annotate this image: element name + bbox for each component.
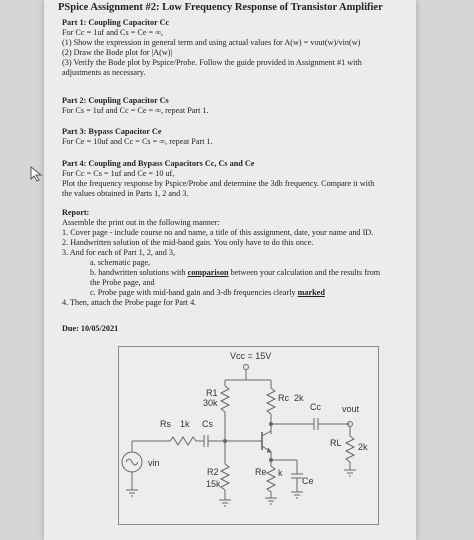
report-line-text: between your calculation and the results from: [228, 268, 381, 277]
amplifier-schematic: [118, 346, 380, 526]
part4-section: [62, 159, 412, 199]
report-line-text: b. handwritten solutions with: [90, 268, 188, 277]
part4-line: Plot the frequency response by Pspice/Probe and determine the 3db frequency. Compare it with: [62, 179, 375, 188]
rc-value: 2k: [294, 393, 304, 403]
rs-value: 1k: [180, 419, 190, 429]
vin-label: vin: [148, 458, 160, 468]
report-line-text: c. Probe page with mid-band gain and 3-db frequencies clearly: [90, 288, 298, 297]
part1-line: adjustments as necessary.: [62, 68, 146, 77]
report-line: the Probe page, and: [90, 278, 155, 287]
mouse-cursor-icon: [30, 166, 44, 182]
r2-value: 15k: [206, 479, 221, 489]
part1-line: (1) Show the expression in general term and using actual values for A(w) = vout(w)/vin(w): [62, 38, 361, 47]
part4-heading: Part 4: Coupling and Bypass Capacitors Cc, Cs and Ce: [62, 159, 255, 168]
part4-line: the values obtained in Parts 1, 2 and 3.: [62, 189, 189, 198]
r1-label: R1: [206, 388, 218, 398]
cc-label: Cc: [310, 402, 321, 412]
vout-label: vout: [342, 404, 360, 414]
re-value: k: [278, 468, 283, 478]
part3-line: For Ce = 10uf and Cc = Cs = ∞, repeat Part 1.: [62, 137, 213, 146]
part2-section: [62, 96, 412, 116]
part2-line: For Cs = 1uf and Cc = Ce = ∞, repeat Part 1.: [62, 106, 209, 115]
report-line: 4. Then, attach the Probe page for Part 4.: [62, 298, 197, 307]
report-line-text: Part 1, 2, and 3,: [121, 248, 176, 257]
part1-heading: Part 1: Coupling Capacitor Cc: [62, 18, 170, 27]
report-line: Assemble the print out in the following manner:: [62, 218, 220, 227]
report-line-text: 3. And for each of: [62, 248, 122, 257]
part3-section: [62, 127, 412, 147]
r1-value: 30k: [203, 398, 218, 408]
report-line: 1. Cover page - include course no and name, a title of this assignment, date, your name and ID.: [62, 228, 374, 237]
cs-label: Cs: [202, 419, 213, 429]
due-section: [62, 324, 412, 334]
report-line: a. schematic page,: [90, 258, 151, 267]
vcc-label: Vcc = 15V: [230, 351, 272, 361]
rl-label: RL: [330, 438, 342, 448]
ce-label: Ce: [302, 476, 314, 486]
report-emphasis: comparison: [187, 268, 229, 277]
re-label: Re: [255, 467, 267, 477]
part3-heading: Part 3: Bypass Capacitor Ce: [62, 127, 162, 136]
report-line: [62, 268, 412, 278]
report-line: 2. Handwritten solution of the mid-band gain. You only have to do this once.: [62, 238, 314, 247]
rl-value: 2k: [358, 442, 368, 452]
part2-heading: Part 2: Coupling Capacitor Cs: [62, 96, 169, 105]
rs-label: Rs: [160, 419, 171, 429]
due-date: Due: 10/05/2021: [62, 324, 119, 333]
rc-label: Rc: [278, 393, 289, 403]
report-section: [62, 208, 412, 308]
report-emphasis: marked: [297, 288, 325, 297]
report-heading: Report:: [62, 208, 90, 217]
part1-line: (3) Verify the Bode plot by Pspice/Probe. Follow the guide provided in Assignment #1 with: [62, 58, 362, 67]
part4-line: For Cc = Cs = 1uf and Ce = 10 uf,: [62, 169, 175, 178]
r2-label: R2: [207, 467, 219, 477]
report-line: [62, 248, 412, 258]
assignment-title: PSpice Assignment #2: Low Frequency Response of Transistor Amplifier: [58, 2, 383, 13]
schematic-frame: [119, 347, 379, 525]
part1-line: (2) Draw the Bode plot for |A(w)|: [62, 48, 173, 57]
part1-line: For Cc = 1uf and Cs = Ce = ∞,: [62, 28, 164, 37]
part1-section: [62, 18, 412, 78]
report-line: [62, 288, 412, 298]
